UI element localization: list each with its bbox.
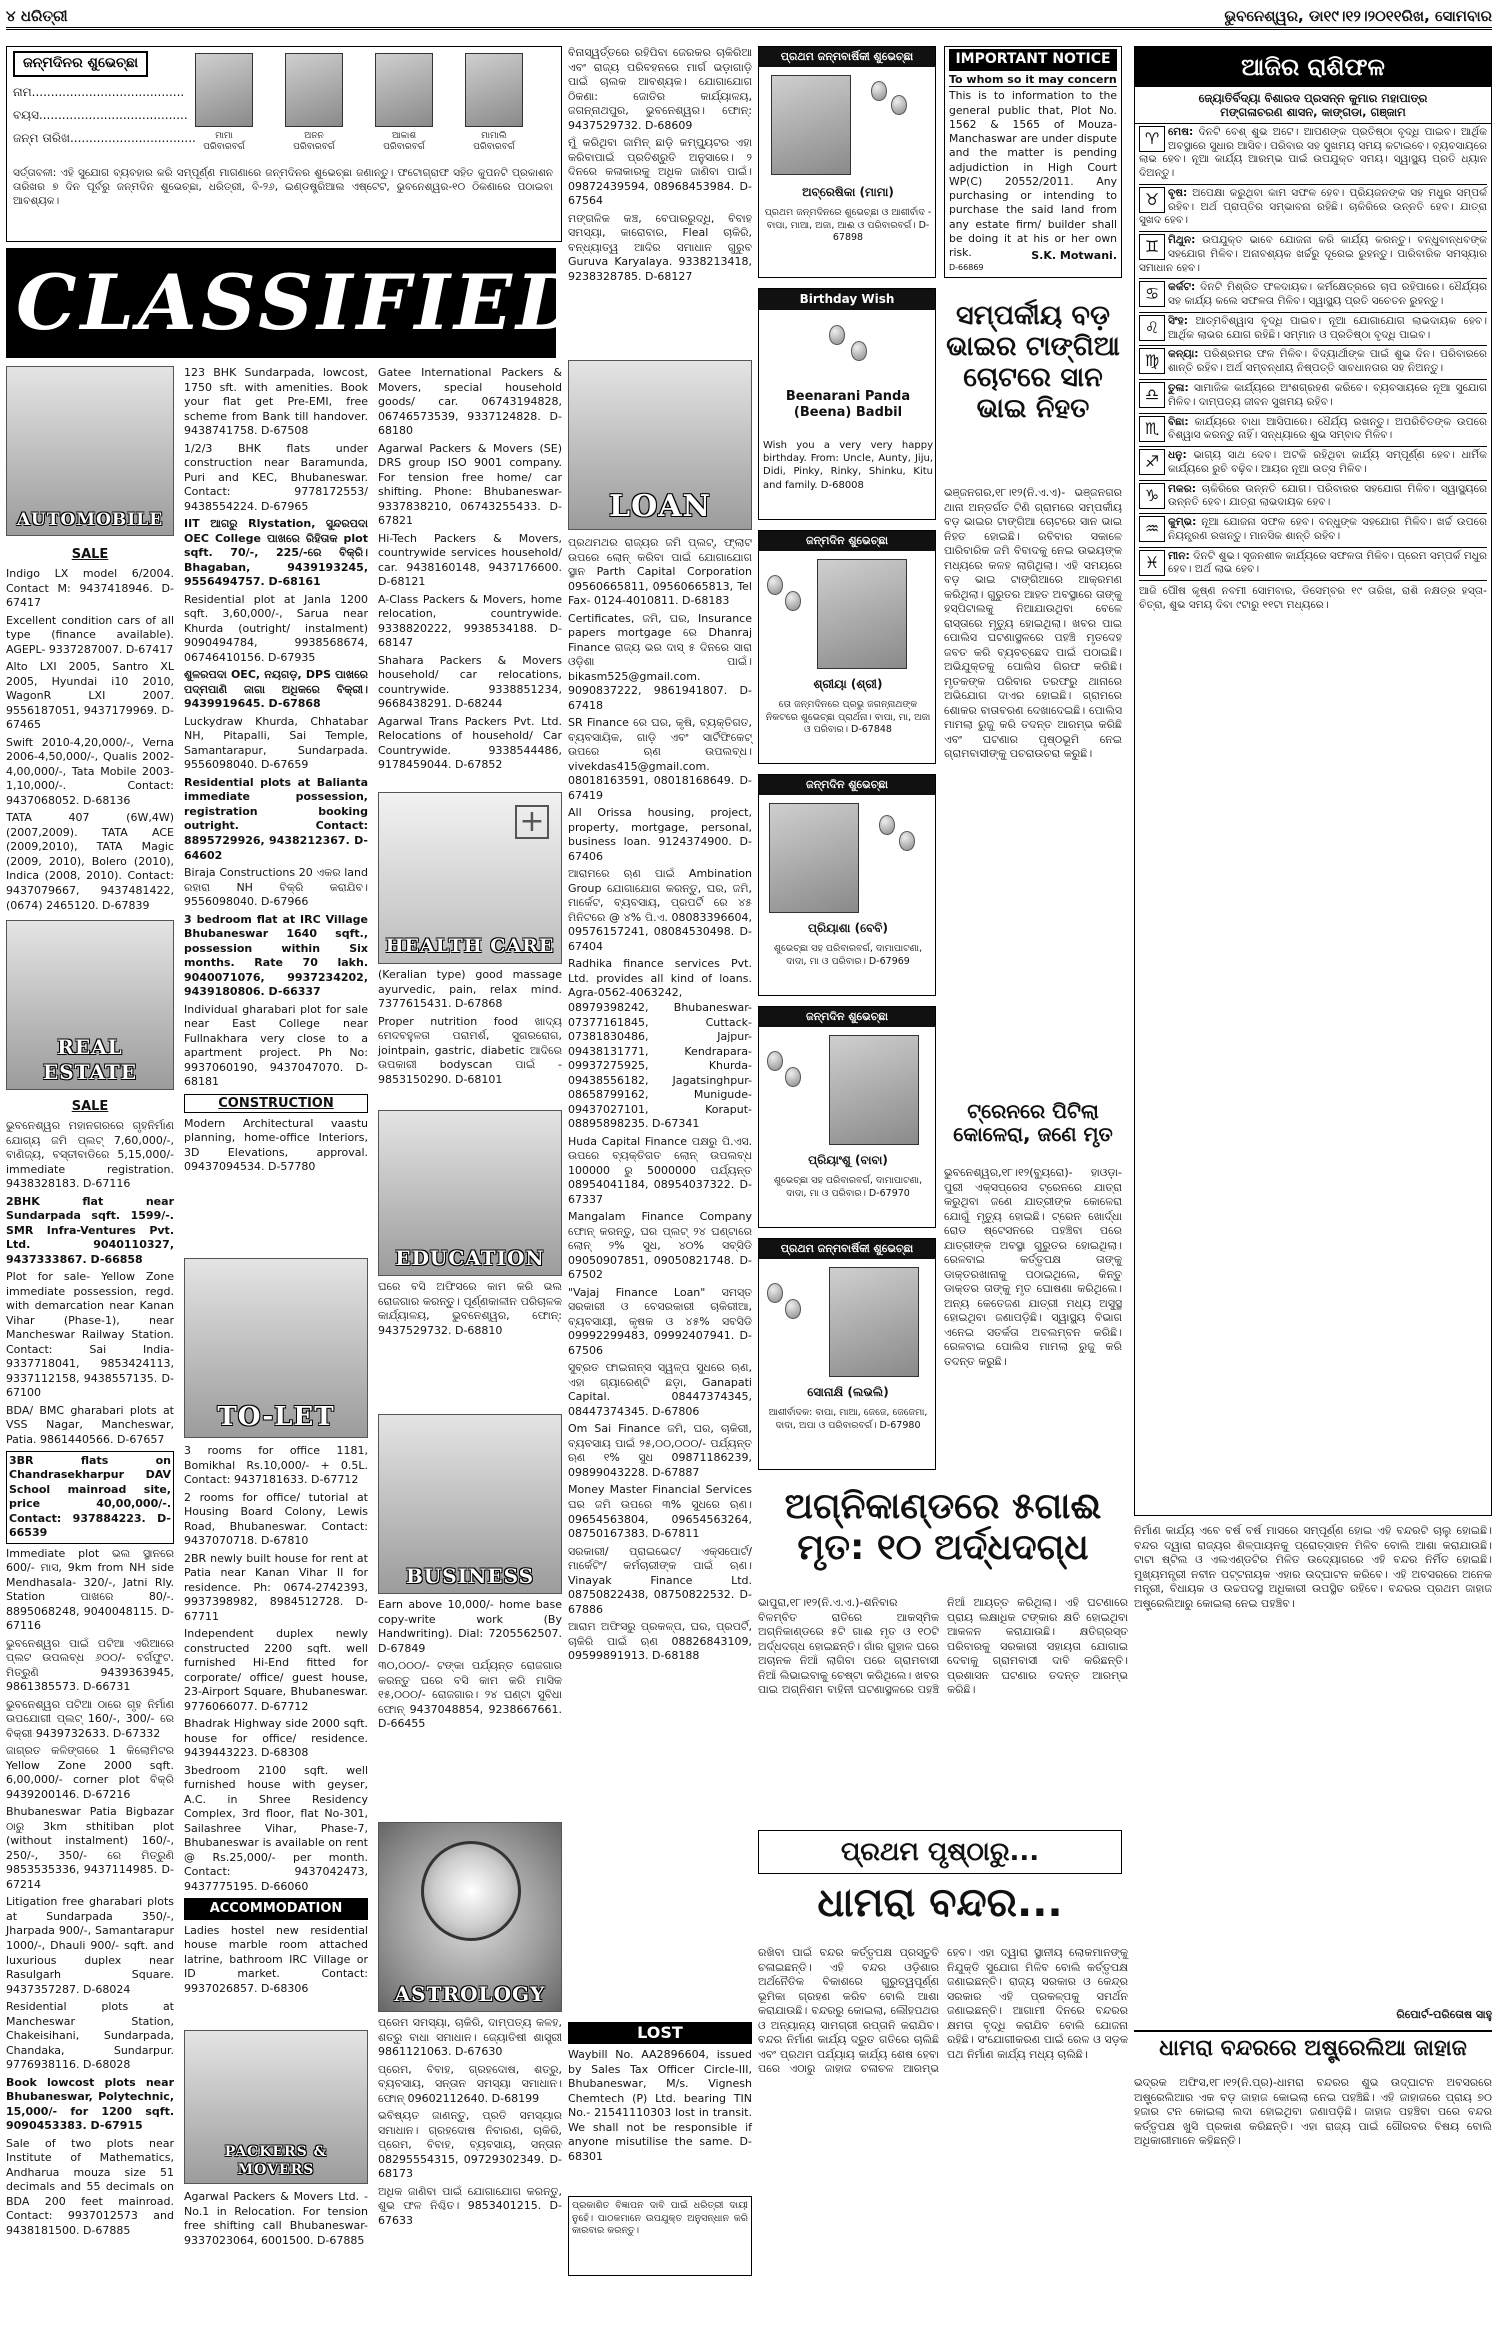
photo-caption: ମାମା ପରିବାରବର୍ଗ [203, 131, 245, 153]
rashi-text: ସାମାଜିକ କାର୍ଯ୍ୟରେ ଅଂଶଗ୍ରହଣ କରିବେ। ବ୍ୟବସାୟରେ ନୂଆ ସୁଯୋଗ ମିଳିବ। ଦାମ୍ପତ୍ୟ ଜୀବନ ସୁଖମୟ ରହିବ। [1168, 382, 1487, 408]
education-ad: ଘରେ ବସି ଅଫିସରେ କାମ କରି ଭଲ ରୋଜଗାର କରନ୍ତୁ। ପୂର୍ଣ୍ଣକାଳୀନ ପରିଚାଳକ କାର୍ଯ୍ୟାଳୟ, ଭୁବନେଶ୍ୱର, ଫୋନ୍: 9437529732. D-68810 [378, 1280, 562, 1337]
ad: 2BR newly built house for rent at Patia near Kanan Vihar II for residence. Ph: 0674-2742393, 9937398982, 8984512728. D-67711 [184, 1551, 368, 1623]
education-image [378, 1110, 562, 1276]
ad: ଭବିଷ୍ୟତ ଜାଣନ୍ତୁ, ପ୍ରତି ସମସ୍ୟାର ସମାଧାନ। ଗ୍ରହଦୋଷ ନିବାରଣ, ଚାକିରି, ପ୍ରେମ, ବିବାହ, ବ୍ୟବସାୟ, ସନ୍ତାନ 08295554315, 09729302349. D-68173 [378, 2109, 562, 2181]
aquarius-icon: ♒ [1139, 516, 1165, 542]
pisces-icon: ♓ [1139, 550, 1165, 576]
category-label: BUSINESS [405, 1564, 535, 1588]
category-label: PACKERS & MOVERS [224, 2144, 328, 2178]
coupon-title: ଜନ୍ମଦିନର ଶୁଭେଚ୍ଛା [13, 51, 148, 77]
wish-name: Beenarani Panda (Beena) Badbil [785, 389, 911, 421]
ad: Independent duplex newly constructed 2200 sqft. well furnished Hi-End fitted for corporate/ office/ guest house, 23-Airport Square, Bhubaneswar. 9776066077. D-67712 [184, 1627, 368, 1713]
lost-heading: LOST [568, 2022, 752, 2044]
wish-card [758, 1006, 936, 1228]
ad: Certificates, ଜମି, ଘର, Insurance papers mortgage ରେ Dhanraj Finance ରାଜ୍ୟ ଭର ଦାସ୍ ୫ ଦିନରେ ସାରା ଓଡ଼ିଶା ପାଇଁ। bikasm525@gmail.com. 9090837222, 9861941807. D-67418 [568, 611, 752, 712]
rashi-name: ତୁଳା: [1168, 382, 1189, 394]
wish-message: ଶୁଭେଚ୍ଛା ସହ ପରିବାରବର୍ଗ, ଦାମାପାଟଣା, ଦାଦା, ମା ଓ ପରିବାର। D-67970 [773, 1175, 923, 1199]
rashi-text: ଅପେକ୍ଷା କରୁଥିବା କାମ ସଫଳ ହେବ। ପ୍ରିୟଜନଙ୍କ ସହ ମଧୁର ସମ୍ପର୍କ ରହିବ। ଅର୍ଥ ପ୍ରାପ୍ତିର ସମ୍ଭାବନା ରହିଛି। ଚାକିରିରେ ଉନ୍ନତି ହେବ। ଯାତ୍ରା ସୁଖଦ ହେବ। [1139, 186, 1487, 227]
section-heading: ACCOMMODATION [184, 1898, 368, 1919]
category-label: REAL ESTATE [42, 1035, 138, 1084]
category-label: HEALTH CARE [385, 935, 555, 958]
rashi-text: ପରିଶ୍ରମର ଫଳ ମିଳିବ। ବିଦ୍ୟାର୍ଥୀଙ୍କ ପାଇଁ ଶୁଭ ଦିନ। ପରିବାରରେ ଶାନ୍ତି ରହିବ। ଅର୍ଥ ସମ୍ବନ୍ଧୀୟ ନିଷ୍ପତ୍ତି ସାବଧାନତାର ସହ ନିଅନ୍ତୁ। [1168, 348, 1487, 375]
wish-name: ପ୍ରିୟାଂଶୁ (ବାବା) [808, 1153, 888, 1167]
coupon-field-name[interactable]: ନାମ........................................ [13, 84, 185, 99]
wish-title: ଜନ୍ମଦିନ ଶୁଭେଚ୍ଛା [759, 531, 935, 551]
ad: Sale of two plots near Institute of Mathematics, Andharua mouza size 51 decimals and 55 decimals on BDA 200 feet mainroad. Contact: 9937012573 and 9438181500. D-67885 [6, 2136, 174, 2237]
ad: "Vajaj Finance Loan" ସମସ୍ତ ସରକାରୀ ଓ ବେସରକାରୀ ଚାକିରୀଆ, ବ୍ୟବସାୟୀ, କୃଷକ ଓ ୪୫% ସବସିଡି 09992299483, 09992407941. D-67506 [568, 1285, 752, 1357]
rashi-name: ମୀନ: [1168, 549, 1190, 562]
ad: Bhubaneswar Patia Bigbazar ଠାରୁ 3km sthitiban plot (without instalment) 160/-, 250/-, 350/- ରେ ମିତ୍ରୁଣି 9853535336, 9437114985. D-67214 [6, 1805, 174, 1891]
rashifal-byline-2: ମଙ୍ଗଳାଚରଣ ଶାସନ, କାଙ୍ଗଡା, ଗଞ୍ଜାମ [1135, 105, 1491, 123]
notice-code: D-66869 [949, 263, 984, 272]
ad: 3 rooms for office 1181, Bomikhal Rs.10,000/- + 0.5L. Contact: 9437181633. D-67712 [184, 1444, 368, 1487]
balloon-icon [767, 1051, 783, 1071]
wish-card [758, 46, 936, 278]
birthday-coupon [6, 46, 562, 242]
rashi-name: ବୃଷ: [1168, 186, 1188, 199]
ad: Individual gharabari plot for sale near East College near Fullnakhara very close to a apartment project. Ph No: 9937060190, 9437047070. D-68181 [184, 1002, 368, 1089]
wish-title: ଜନ୍ମଦିନ ଶୁଭେଚ୍ଛା [759, 1007, 935, 1027]
rashi-text: ଉପଯୁକ୍ତ ଭାବେ ଯୋଜନା କରି କାର୍ଯ୍ୟ କରନ୍ତୁ। ବନ୍ଧୁବାନ୍ଧବଙ୍କ ସହଯୋଗ ମିଳିବ। ଅନାବଶ୍ୟକ ଖର୍ଚ୍ଚରୁ ଦୂରେଇ ରୁହନ୍ତୁ। ପାରିବାରିକ ସମସ୍ୟାର ସମାଧାନ ହେବ। [1139, 234, 1487, 274]
coupon-field-age[interactable]: ବୟସ....................................... [13, 107, 188, 122]
balloon-icon [785, 1299, 801, 1319]
photo-caption: ଆକାଶ ପରିବାରବର୍ଗ [383, 131, 425, 153]
balloon-icon [767, 575, 783, 595]
rashifal-footer: ଆଜି ପୌଷ କୃଷ୍ଣ ନବମୀ ସୋମବାର, ଡିସେମ୍ବର ୧୯ ତାରିଖ, ରାଶି ନକ୍ଷତ୍ର ହସ୍ତା-ଚିତ୍ରା, ଶୁଭ ସମୟ ଦିବା ୯ଟାରୁ ୧୧ଟା ମଧ୍ୟରେ। [1139, 585, 1487, 611]
child-photo [829, 1267, 919, 1377]
story-3-body: ଭାପୁରା,୧୮।୧୨(ନି.ଏ.ଏ.)-ଶନିବାର ବିଳମ୍ବିତ ରାତିରେ ଆକସ୍ମିକ ଅଗ୍ନିକାଣ୍ଡରେ ୫ଟି ଗାଈ ମୃତ ଓ ୧୦ଟି ଅର୍ଦ୍ଧଦଗ୍ଧ ହୋଇଛନ୍ତି। ଗାଁର ଗୁହାଳ ଘରେ ଅଚାନକ ନିଆଁ ଲାଗିବା ପରେ ଗ୍ରାମବାସୀ ନିଆଁ ଲିଭାଇବାକୁ ଚେଷ୍ଟା କରିଥିଲେ। ଖବର ପାଇ ଅଗ୍ନିଶମ ବାହିନୀ ଘଟଣାସ୍ଥଳରେ ପହଞ୍ଚି ନିଆଁ ଆୟତ୍ତ କରିଥିଲା। ଏହି ଘଟଣାରେ ପ୍ରାୟ ଲକ୍ଷାଧିକ ଟଙ୍କାର କ୍ଷତି ହୋଇଥିବା ଆକଳନ କରାଯାଉଛି। କ୍ଷତିଗ୍ରସ୍ତ ପରିବାରକୁ ସରକାରୀ ସହାୟତା ଯୋଗାଇ ଦେବାକୁ ଗ୍ରାମବାସୀ ଦାବି କରିଛନ୍ତି। ପ୍ରଶାସନ ଘଟଣାର ତଦନ୍ତ ଆରମ୍ଭ କରିଛି। [758, 1596, 1128, 1697]
rashi-name: କନ୍ୟା: [1168, 348, 1199, 361]
wish-message: Wish you a very very happy birthday. From: Uncle, Aunty, Jiju, Didi, Pinky, Rinky, Shinku, Kitu and family. D-68008 [763, 440, 933, 491]
rashi-entry [1139, 447, 1487, 481]
child-photo [817, 559, 907, 669]
rashifal-list [1135, 124, 1491, 581]
ad: ପ୍ରେମ ସମସ୍ୟା, ଚାକିରି, ଦାମ୍ପତ୍ୟ କଳହ, ଶତ୍ରୁ ବାଧା ସମାଧାନ। ଜ୍ୟୋତିଷୀ ଶାସ୍ତ୍ରୀ 9861121063. D-67630 [378, 2016, 562, 2059]
ad: ପ୍ରଥମଥର ରାଜ୍ୟର ଜମି ପ୍ଲଟ୍, ଫ୍ଲାଟ ଉପରେ ଲୋନ୍ କରିବା ପାଇଁ ଯୋଗାଯୋଗ ସ୍ଥାନ Parth Capital Corporation 09560665811, 09560665813, Tel Fax- 0124-4010811. D-68183 [568, 536, 752, 608]
column-4-top-ads [568, 46, 752, 356]
wish-title: ଜନ୍ମଦିନ ଶୁଭେଚ୍ଛା [759, 775, 935, 795]
ad: Radhika finance services Pvt. Ltd. provides all kind of loans. Agra-0562-4063242, 08979398242, Bhubaneswar-07377161845, Cuttack-07381830486, Jajpur-09438131771, Kendrapara-09937275925, Khurda-09438556182, Jagatsinghpur-08658799162, Munigude-09437027101, Koraput-08895898235. D-67341 [568, 957, 752, 1131]
ad: Excellent condition cars of all type (finance available). AGEPL- 9337287007. D-67417 [6, 613, 174, 656]
ad: Book lowcost plots near Bhubaneswar, Polytechnic, 15,000/- for 1200 sqft. 9090453383. D-67915 [6, 2075, 174, 2133]
ad: ମୁଁ କରିଥିବା ଜାମିନ୍ ଛାଡ଼ି କମ୍ପ୍ୟୁଟର ଏହା କରିବାପାଇଁ ପ୍ରତିଶ୍ରୁତି ଅନୁସାରେ। ୨ ଦିନରେ କଳାକାରକୁ ଅଧିକ ଜାଣିବା ପାଇଁ। 09872439594, 08968453984. D-67564 [568, 136, 752, 208]
wish-name: ଅବ୍ରେଷିକା (ମାମା) [802, 185, 894, 199]
balloon-icon [767, 1283, 783, 1303]
rashi-text: କାର୍ଯ୍ୟରେ ବାଧା ଆସିପାରେ। ଧୈର୍ଯ୍ୟ ରଖନ୍ତୁ। ଅପରିଚିତଙ୍କ ଉପରେ ବିଶ୍ୱାସ କରନ୍ତୁ ନାହିଁ। ସନ୍ଧ୍ୟାରେ ଶୁଭ ସମ୍ବାଦ ମିଳିବ। [1168, 415, 1488, 442]
wish-title: ପ୍ରଥମ ଜନ୍ମବାର୍ଷିକୀ ଶୁଭେଚ୍ଛା [759, 1239, 935, 1259]
notice-title: IMPORTANT NOTICE [949, 49, 1117, 71]
rashi-text: ନୂଆ ଯୋଜନା ସଫଳ ହେବ। ବନ୍ଧୁଙ୍କ ସହଯୋଗ ମିଳିବ। ଖର୍ଚ୍ଚ ଉପରେ ନିୟନ୍ତ୍ରଣ ରଖନ୍ତୁ। ମାନସିକ ଶାନ୍ତି ରହିବ। [1168, 516, 1487, 542]
business-ads [378, 1598, 562, 1818]
ad: (Keralian type) good massage ayurvedic, pain, relax mind. 7377615431. D-67868 [378, 968, 562, 1011]
scorpio-icon: ♏ [1139, 416, 1165, 442]
ad: Gatee International Packers & Movers, special household goods/ car. 06743194828, 06746573539, 9337124828. D-68180 [378, 366, 562, 438]
rashi-entry [1139, 514, 1487, 548]
wishes-column [758, 46, 936, 1476]
aries-icon: ♈ [1139, 126, 1165, 152]
ad: Biraja Constructions 20 ଏକର land ରହାରା NH ବିକ୍ରି କରାଯିବ। 9556098040. D-67966 [184, 866, 368, 909]
continued-headline: ଧାମରା ବନ୍ଦର... [817, 1880, 1063, 1926]
ad: ଭୁବନେଶ୍ୱର ମହାନଗରରେ ଗୃହନିର୍ମାଣ ଯୋଗ୍ୟ ଜମି ପ୍ଲଟ୍ 7,60,000/-, ବାଣିଜ୍ୟ, ବସ୍ତୀବାଡିରେ 5,15,000/- immediate registration. 9438328183. D-67116 [6, 1119, 174, 1191]
rashi-entry [1139, 279, 1487, 313]
rashi-text: ଦିନଟି ମିଶ୍ରିତ ଫଳଦାୟକ। କର୍ମକ୍ଷେତ୍ରରେ ଚାପ ରହିପାରେ। ଧୈର୍ଯ୍ୟର ସହ କାର୍ଯ୍ୟ କଲେ ସଫଳତା ମିଳିବ। ସ୍ୱାସ୍ଥ୍ୟ ପ୍ରତି ସଚେତନ ରୁହନ୍ତୁ। [1168, 281, 1487, 308]
ad: All Orissa housing, project, property, mortgage, personal, business loan. 9124374900. D-67406 [568, 806, 752, 863]
ad: Indigo LX model 6/2004. Contact M: 9437418946. D-67417 [6, 567, 174, 610]
ad: Immediate plot ଭଲ ସ୍ଥାନରେ 600/- ମାସ, 9km from NH side Mendhasala- 320/-, Jatni Rly. Station ପାଖରେ 80/-. 8895068248, 9040048115. D-67116 [6, 1546, 174, 1633]
ad: ଭୁବନେଶ୍ୱର ପାଇଁ ପଟିଆ ଏରିଆରେ ପ୍ଲଟ ଉପଲବ୍ଧ ୬୦୦/- ବର୍ଗଫୁଟ. ମିତ୍ରୁଣି 9439363945, 9861385573. D-66731 [6, 1636, 174, 1694]
wish-title: ପ୍ରଥମ ଜନ୍ମବାର୍ଷିକୀ ଶୁଭେଚ୍ଛା [759, 47, 935, 67]
ad: 1/2/3 BHK flats under construction near Baramunda, Puri and KEC, Bhubaneswar. Contact: 9778172553/ 9438554224. D-67965 [184, 441, 368, 513]
virgo-icon: ♍ [1139, 348, 1165, 374]
dateline: ଭୁବନେଶ୍ୱର, ଡା୧୯।୧୨।୨୦୧୧ରିଖ, ସୋମବାର [1224, 7, 1492, 25]
ad: 2BHK flat near Sundarpada sqft. 1599/-. SMR Infra-Ventures Pvt. Ltd. 9040110327, 9437333867. D-66858 [6, 1194, 174, 1266]
ad: Proper nutrition food ଖାଦ୍ୟ ମେଦବହୁଳତା ପରାମର୍ଶ, ସୁଗରରୋଗ, jointpain, gastric, diabetic ଆଦିରେ ଉପକାରୀ bodyscan ପାଇଁ - 9853150290. D-68101 [378, 1014, 562, 1086]
story-3-headline: ଅଗ୍ନିକାଣ୍ଡରେ ୫ଗାଈ ମୃତ: ୧୦ ଅର୍ଦ୍ଧଦଗ୍ଧ [784, 1486, 1102, 1569]
health-ads [378, 968, 562, 1108]
ad: ସରକାରୀ/ ପ୍ରାଇଭେଟ/ ଏକ୍ସପୋର୍ଟ/ ମାର୍କେଟିଂ/ କର୍ମଚାରୀଙ୍କ ପାଇଁ ଋଣ। Vinayak Finance Ltd. 08750822438, 08750822532. D-67886 [568, 1544, 752, 1616]
wish-name: ପ୍ରିୟାଶା (ବେବି) [808, 921, 888, 935]
rashi-name: ସିଂହ: [1168, 314, 1189, 327]
continued-body: ରଖିବା ପାଇଁ ବନ୍ଦର କର୍ତ୍ତୃପକ୍ଷ ପ୍ରସ୍ତୁତି ଚଳାଇଛନ୍ତି। ଏହି ବନ୍ଦର ଓଡ଼ିଶାର ଅର୍ଥନୈତିକ ବିକାଶରେ ଗୁରୁତ୍ୱପୂର୍ଣ୍ଣ ଭୂମିକା ଗ୍ରହଣ କରିବ ବୋଲି ଆଶା କରାଯାଉଛି। ବନ୍ଦରରୁ କୋଇଲା, ଲୌହପଥର ଓ ଅନ୍ୟାନ୍ୟ ସାମଗ୍ରୀ ରପ୍ତାନି କରାଯିବ। ବନ୍ଦର ନିର୍ମାଣ କାର୍ଯ୍ୟ ଦ୍ରୁତ ଗତିରେ ଚାଲିଛି ଏବଂ ପ୍ରଥମ ପର୍ଯ୍ୟାୟ କାର୍ଯ୍ୟ ଶେଷ ହେବା ପରେ ଏଠାରୁ ଜାହାଜ ଚଳାଚଳ ଆରମ୍ଭ ହେବ। ଏହା ଦ୍ୱାରା ସ୍ଥାନୀୟ ଲୋକମାନଙ୍କୁ ନିଯୁକ୍ତି ସୁଯୋଗ ମିଳିବ ବୋଲି କର୍ତ୍ତୃପକ୍ଷ ଜଣାଇଛନ୍ତି। ରାଜ୍ୟ ସରକାର ଓ କେନ୍ଦ୍ର ସରକାର ଏହି ପ୍ରକଳ୍ପକୁ ସମର୍ଥନ ଜଣାଇଛନ୍ତି। ଆଗାମୀ ଦିନରେ ବନ୍ଦରର କ୍ଷମତା ବୃଦ୍ଧି କରାଯିବ ବୋଲି ଯୋଜନା ରହିଛି। ସଂଯୋଗୀକରଣ ପାଇଁ ରେଳ ଓ ସଡ଼କ ପଥ ନିର୍ମାଣ କାର୍ଯ୍ୟ ମଧ୍ୟ ଚାଲିଛି। [758, 1946, 1128, 2076]
rashi-entry [1139, 313, 1487, 347]
ad: Residential plots at Mancheswar Station, Chakeisihani, Sundarpada, Chandaka, Sundarpur. 9776938116. D-68028 [6, 2000, 174, 2072]
libra-icon: ♎ [1139, 382, 1165, 408]
coupon-field-dob[interactable]: ଜନ୍ମ ତାରିଖ................................. [13, 130, 196, 145]
ad: ବିନାସ୍ୱର୍ତ୍ତରେ ରହିପିବା ଜେରକର ଚାକିରିଆ ଏବଂ ରାଜ୍ୟ ପରିବହନରେ ମାର୍ଗ ଭଡ଼ାଗାଡ଼ି ପାଇଁ ଚାଲକ ଆବଶ୍ୟକ। ଯୋଗାଯୋଗ ଠିକଣା: ଜୋତିର କାର୍ଯ୍ୟାଳୟ, ଜଗନ୍ନାଥପୁର, ଭୁବନେଶ୍ୱର। ଫୋନ୍: 9437529732. D-68609 [568, 46, 752, 132]
page-header [6, 4, 1492, 30]
rashi-text: ଦିନଟି ଶୁଭ। ସୃଜନଶୀଳ କାର୍ଯ୍ୟରେ ସଫଳତା ମିଳିବ। ପ୍ରେମ ସମ୍ପର୍କ ମଧୁର ହେବ। ଅର୍ଥ ଲାଭ ହେବ। [1168, 549, 1487, 576]
loan-ads [568, 536, 752, 2014]
rashi-entry [1139, 185, 1487, 232]
rashifal-box [1134, 46, 1492, 1516]
rashifal-byline: ଜ୍ୟୋତିର୍ବିଦ୍ୟା ବିଶାରଦ ପ୍ରସନ୍ନ କୁମାର ମହାପାତ୍ର [1198, 91, 1428, 105]
column-3-ads [378, 366, 562, 786]
ad: 2 rooms for office/ tutorial at Housing Board Colony, Lewis Road, Bhubaneswar. Contact: 9437070718. D-67810 [184, 1490, 368, 1548]
child-photo [195, 53, 253, 127]
balloon-icon [851, 341, 867, 361]
coupon-terms: ସର୍ତ୍ତାବଳୀ: ଏହି ସୁଯୋଗ ବ୍ୟବହାର କରି ସମ୍ପୂର୍ଣ୍ଣ ମାଗଣାରେ ଜନ୍ମଦିନର ଶୁଭେଚ୍ଛା ଜଣାନ୍ତୁ। ଫଟୋଗ୍ରାଫ ସହିତ କୁପନଟି ପ୍ରକାଶନ ତାରିଖର ୭ ଦିନ ପୂର୍ବରୁ ଜନ୍ମଦିନ ଶୁଭେଚ୍ଛା, ଧରିତ୍ରୀ, ବି-୨୬, ଇଣ୍ଡଷ୍ଟ୍ରିଆଲ ଏଷ୍ଟେଟ, ଭୁବନେଶ୍ୱର-୧୦ ଠିକଣାରେ ପଠାଇବା ଆବଶ୍ୟକ। [13, 167, 553, 207]
wish-name: ସୋନାକ୍ଷି (ଲଭଲି) [807, 1385, 889, 1399]
ad: Bhadrak Highway side 2000 sqft. house for office/ residence. 9439443223. D-68308 [184, 1717, 368, 1760]
sagittarius-icon: ♐ [1139, 449, 1165, 475]
automobile-image [6, 366, 174, 536]
taurus-icon: ♉ [1139, 187, 1165, 213]
notice-signature: S.K. Motwani. [1031, 249, 1117, 263]
important-notice [944, 46, 1122, 278]
right-story-byline: ରିପୋର୍ଟ-ପରିତୋଷ ସାହୁ [1396, 2008, 1492, 2021]
loan-image [568, 360, 752, 530]
ad: 123 BHK Sundarpada, lowcost, 1750 sft. with amenities. Book your flat get Pre-EMI, free scheme from Bank till handover. 9438741758. D-67508 [184, 366, 368, 438]
column-2-tolet-ads [184, 1444, 368, 1995]
right-story-headline: ଧାମରା ବନ୍ଦରରେ ଅଷ୍ଟ୍ରେଲିଆ ଜାହାଜ [1134, 2030, 1492, 2070]
ad: ମଙ୍ଗଳିକ କଞ୍ଚ, ବେପାରରୁଦ୍ଧି, ବିବାହ ସମସ୍ୟା, କାରୋବାର, Fleal ଚାକିରି, ବନ୍ଧ୍ୟାତ୍ୱ ଆଦିର ସମାଧାନ ଗୁରୁବ Guruva Karyalaya. 9338213418, 9238328785. D-68127 [568, 211, 752, 283]
photo-caption: ମାମାଲି ପରିବାରବର୍ଗ [473, 131, 515, 153]
business-image [378, 1414, 562, 1594]
disclaimer-note: ପ୍ରକାଶିତ ବିଜ୍ଞାପନ ଦାବି ପାଇଁ ଧରିତ୍ରୀ ଦାୟୀ ନୁହେଁ। ପାଠକମାନେ ଉପଯୁକ୍ତ ଅନୁସନ୍ଧାନ କରି କାରବାର କରନ୍ତୁ। [568, 2196, 752, 2276]
rashi-name: ମକର: [1168, 482, 1197, 495]
category-label: LOAN [609, 488, 711, 524]
leo-icon: ♌ [1139, 315, 1165, 341]
balloon-icon [871, 81, 887, 101]
rashi-text: ଚାକିରିରେ ଉନ୍ନତି ଯୋଗ। ପରିବାରର ସହଯୋଗ ମିଳିବ। ସ୍ୱାସ୍ଥ୍ୟରେ ଉନ୍ନତି ହେବ। ଯାତ୍ରା ଲାଭଦାୟକ ହେବ। [1168, 482, 1487, 509]
ad: ଭୁବନେଶ୍ୱର ପଟିଆ ଠାରେ ଗୃହ ନିର୍ମାଣ ଉପଯୋଗୀ ପ୍ଲଟ୍ 160/-, 300/- ରେ ବିକ୍ରୀ 9439732633. D-67332 [6, 1697, 174, 1740]
child-photo [771, 75, 851, 175]
rashi-text: ଆତ୍ମବିଶ୍ୱାସ ବୃଦ୍ଧି ପାଇବ। ନୂଆ ଯୋଗାଯୋଗ ଲାଭଦାୟକ ହେବ। ଆର୍ଥିକ ଲାଭର ଯୋଗ ରହିଛି। ସମ୍ମାନ ଓ ପ୍ରତିଷ୍ଠା ବୃଦ୍ଧି ପାଇବ। [1168, 314, 1487, 341]
real-estate-image [6, 920, 174, 1090]
story-1-headline: ସମ୍ପର୍କୀୟ ବଡ଼ ଭାଇର ଟାଙ୍ଗିଆ ଚୋଟରେ ସାନ ଭାଇ ନିହତ [946, 300, 1120, 425]
ad: ଶୁଳରପଦା OEC, ନୟଗଡ଼, DPS ପାଖରେ ପଦ୍ମପାଣି ଜାଗା ଅଧିକରେ ବିକ୍ରୀ। 9439919645. D-67868 [184, 668, 368, 711]
column-1-realestate-ads [6, 1094, 174, 2332]
ad: Mangalam Finance Company ଫୋନ୍ କରନ୍ତୁ, ଘର ପ୍ଲଟ୍ ୨୪ ଘଣ୍ଟାରେ ଲୋନ୍ ୨% ସୁଧ, ୪୦% ସବ୍‌ସିଡି 09050907851, 09050821748. D-67502 [568, 1210, 752, 1282]
rashi-entry [1139, 124, 1487, 185]
ad: Litigation free gharabari plots at Sundarpada 350/-, Jharpada 900/-, Samantarapur 1000/-, Dhauli 900/- sqft. and luxurious duplex near Rasulgarh Square. 9437357287. D-68024 [6, 1895, 174, 1996]
balloon-icon [879, 815, 895, 835]
ad: Alto LXI 2005, Santro XL 2005, Hyundai i10 2010, WagonR LXI 2007. 9556187051, 9437179969. D-67465 [6, 660, 174, 732]
ad: Agarwal Packers & Movers (SE) DRS group ISO 9001 company. For tension free home/ car shifting. Phone: Bhubaneswar- 9337838210, 06743255433. D-67821 [378, 441, 562, 528]
packers-image [184, 2030, 368, 2184]
ad: Shahara Packers & Movers household/ car relocations, countrywide. 9338851234, 9668438291. D-68244 [378, 653, 562, 711]
rashi-name: ବିଛା: [1168, 415, 1189, 428]
child-photo [829, 1035, 919, 1145]
ad: ପ୍ରେମ, ବିବାହ, ଗ୍ରହଦୋଷ, ଶତ୍ରୁ, ବ୍ୟବସାୟ, ସନ୍ତାନ ସମସ୍ୟା ସମାଧାନ। ଫୋନ୍ 09602112640. D-68199 [378, 2062, 562, 2105]
classified-banner [6, 248, 586, 358]
ad: Earn above 10,000/- home base copy-write work (By Handwriting). Dial: 7205562507. D-67849 [378, 1598, 562, 1655]
ad: ଜାଗ୍ରତ କଳିଙ୍ଗରେ 1 କିଲୋମିଟର Yellow Zone 2000 sqft. 6,00,000/- corner plot ବିକ୍ରି 9439200146. D-67216 [6, 1744, 174, 1801]
ad: BDA/ BMC gharabari plots at VSS Nagar, Mancheswar, Patia. 9861440566. D-67657 [6, 1403, 174, 1446]
photo-caption: ଅନନ ପରିବାରବର୍ଗ [293, 131, 335, 153]
wish-message: ଆଶୀର୍ବାଦକ: ବାପା, ମାଆ, ଜେଜେ, ଜେଜେମା, ଦାଦା, ଅପା ଓ ପରିବାରବର୍ଗ। D-67980 [768, 1407, 928, 1431]
wish-message: ତୋ ଜନ୍ମଦିନରେ ପ୍ରଭୁ ଜଗନ୍ନାଥଙ୍କ ନିକଟରେ ଶୁଭେଚ୍ଛା ପ୍ରାର୍ଥନା। ବାପା, ମା, ଅଜା ଓ ପରିବାର। D-67848 [765, 699, 931, 736]
wish-card [758, 530, 936, 764]
ad: IIT ଆଗରୁ Rlystation, ସୁନ୍ଦରପଦା OEC College ପାଖରେ ରିହିତାକ plot sqft. 70/-, 225/-ରେ ବିକ୍ରି। Bhagaban, 9439193245, 9556494757. D-68161 [184, 517, 368, 589]
story-1-body: ଭଞ୍ଜନଗର,୧୮।୧୨(ନି.ଏ.ଏ)- ଭଞ୍ଜନଗର ଥାନା ଅନ୍ତର୍ଗତ ଟିଣି ଗ୍ରାମରେ ସମ୍ପର୍କୀୟ ବଡ଼ ଭାଇର ଟାଙ୍ଗିଆ ଚୋଟରେ ସାନ ଭାଇ ନିହତ ହୋଇଛି। ରବିବାର ସକାଳେ ପାରିବାରିକ ଜମି ବିବାଦକୁ ନେଇ ଉଭୟଙ୍କ ମଧ୍ୟରେ କଳହ ଲାଗିଥିଲା। ଏହି ସମୟରେ ବଡ଼ ଭାଇ ଟାଙ୍ଗିଆରେ ଆକ୍ରମଣ କରିଥିଲା। ଗୁରୁତର ଆହତ ଅବସ୍ଥାରେ ତାଙ୍କୁ ହସ୍ପିଟାଲକୁ ନିଆଯାଉଥିବା ବେଳେ ରାସ୍ତାରେ ମୃତ୍ୟୁ ହୋଇଥିଲା। ଖବର ପାଇ ପୋଲିସ ଘଟଣାସ୍ଥଳରେ ପହଞ୍ଚି ମୃତଦେହ ଜବତ କରି ବ୍ୟବଚ୍ଛେଦ ପାଇଁ ପଠାଇଛି। ଅଭିଯୁକ୍ତକୁ ପୋଲିସ ଗିରଫ କରିଛି। ମୃତକଙ୍କ ପରିବାର ତରଫରୁ ଥାନାରେ ଅଭିଯୋଗ ଦାଏର ହୋଇଛି। ଗ୍ରାମରେ ଶୋକର ବାତାବରଣ ଦେଖାଦେଇଛି। ପୋଲିସ ମାମଲା ରୁଜୁ କରି ତଦନ୍ତ ଆରମ୍ଭ କରିଛି ଏବଂ ଘଟଣାର ପୃଷ୍ଠଭୂମି ନେଇ ଗ୍ରାମବାସୀଙ୍କୁ ପଚରାଉଚରା କରୁଛି। [944, 486, 1122, 761]
health-care-image [378, 792, 562, 964]
rashi-text: ଦିନଟି ବେଶ୍ ଶୁଭ ଅଟେ। ଆପଣଙ୍କ ପ୍ରତିଷ୍ଠା ବୃଦ୍ଧି ପାଇବ। ଆର୍ଥିକ ଅବସ୍ଥାରେ ସୁଧାର ଆସିବ। ପରିବାର ସହ ସୁଖମୟ ସମୟ କଟାଇବେ। ବ୍ୟବସାୟରେ ଲାଭ ହେବ। ନୂଆ କାର୍ଯ୍ୟ ଆରମ୍ଭ ପାଇଁ ଉପଯୁକ୍ତ ସମୟ। ସ୍ୱାସ୍ଥ୍ୟ ପ୍ରତି ଧ୍ୟାନ ଦିଅନ୍ତୁ। [1139, 125, 1487, 180]
continued-bar: ପ୍ରଥମ ପୃଷ୍ଠାରୁ... [758, 1830, 1122, 1874]
rashi-entry [1139, 414, 1487, 448]
balloon-icon [829, 325, 845, 345]
category-label: TO-LET [217, 1401, 335, 1432]
ad: ଆରାମରେ ଋଣ ପାଇଁ Ambination Group ଯୋଗାଯୋଗ କରନ୍ତୁ, ଘର, ଜମି, ମାର୍କେଟ, ବ୍ୟବସାୟ, ପ୍ରପର୍ଟି ରେ ୪୫ ମିନିଟରେ @ ୪% ପି.ଏ. 08083396604, 09576157241, 08084530498. D-67404 [568, 867, 752, 953]
ad: SR Finance ରେ ଘର, କୃଷି, ବ୍ୟକ୍ତିଗତ, ବ୍ୟବସାୟିକ, ଗାଡ଼ି ଏବଂ ସାର୍ଟିଫିକେଟ୍ ଉପରେ ଋଣ ଉପଲବ୍ଧ। vivekdas415@gmail.com. 08018163591, 08018168649. D-67419 [568, 716, 752, 802]
ad: TATA 407 (6W,4W) (2007,2009). TATA ACE (2009,2010), TATA Magic (2009, 2010), Bolero (2010), Indica (2008, 2010). Contact: 9437079667, 9437481422, (0674) 2465120. D-67839 [6, 811, 174, 912]
ad: 3 bedroom flat at IRC Village Bhubaneswar 1640 sqft., possession within Six months. Rate 70 lakh. 9040071076, 9937234202, 9439180806. D-66337 [184, 912, 368, 999]
notice-body: This is to information to the general public that, Plot No. 1562 & 1565 of Mouza- Manchaswar are under dispute and the matter is pending adjudiction in High Court WP(C) 20552/2011. Any purchasing or intending to purchase the said land from any estate firm/ builder shall be doing it at his or her own risk. [949, 89, 1117, 259]
ad: Luckydraw Khurda, Chhatabar NH, Pitapalli, Sai Temple, Samantarapur, Sundarpada. 9556098040. D-67659 [184, 714, 368, 772]
wish-card [758, 774, 936, 996]
wish-card [758, 1238, 936, 1470]
rashi-entry [1139, 380, 1487, 414]
wish-message: ପ୍ରଥମ ଜନ୍ମଦିନରେ ଶୁଭେଚ୍ଛା ଓ ଆଶୀର୍ବାଦ - ବାପା, ମାଆ, ଅଜା, ଆଈ ଓ ପରିବାରବର୍ଗ। D-67898 [764, 207, 932, 244]
story-2-headline: ଟ୍ରେନରେ ପିଟିଲା କୋଳେରା, ଜଣେ ମୃତ [953, 1099, 1113, 1146]
section-heading: CONSTRUCTION [184, 1094, 368, 1113]
section-heading: SALE [71, 547, 109, 562]
notice-subtitle: To whom so it may concern [949, 72, 1117, 86]
ad: ଆରାମ ଅଫିସରୁ ପ୍ରକଳ୍ପ, ଘର, ପ୍ରପର୍ଟି, ଚାକିରି ପାଇଁ ଋଣ 08826843109, 09599891913. D-68188 [568, 1620, 752, 1663]
zodiac-wheel-icon [421, 1841, 521, 1941]
ad: Ladies hostel new residential house marble room attached latrine, bathroom IRC Village or ID market. Contact: 9937026857. D-68306 [184, 1923, 368, 1995]
wish-card [758, 288, 936, 520]
rashi-entry [1139, 346, 1487, 380]
balloon-icon [891, 95, 907, 115]
child-photo [465, 53, 523, 127]
ad: A-Class Packers & Movers, home relocation, countrywide. 9338820222, 9938534188. D-68147 [378, 592, 562, 650]
right-story-body-2: ଭଦ୍ରକ ଅଫିସ,୧୮।୧୨(ନି.ପ୍ର)-ଧାମରା ବନ୍ଦରର ଶୁଭ ଉଦ୍‌ଘାଟନ ଅବସରରେ ଅଷ୍ଟ୍ରେଲିଆର ଏକ ବଡ଼ ଜାହାଜ କୋଇଲା ନେଇ ପହଞ୍ଚିଛି। ଏହି ଜାହାଜରେ ପ୍ରାୟ ୭୦ ହଜାର ଟନ କୋଇଲା ଲଦା ହୋଇଥିବା ଜଣାପଡ଼ିଛି। ଜାହାଜ ପହଞ୍ଚିବା ପରେ ବନ୍ଦର କର୍ତ୍ତୃପକ୍ଷ ଖୁସି ପ୍ରକାଶ କରିଛନ୍ତି। ଏହା ରାଜ୍ୟ ପାଇଁ ଗୌରବର ବିଷୟ ବୋଲି ଅଧିକାରୀମାନେ କହିଛନ୍ତି। [1134, 2076, 1492, 2148]
rashifal-title: ଆଜିର ରାଶିଫଳ [1135, 47, 1491, 87]
balloon-icon [899, 831, 915, 851]
child-photo [769, 803, 859, 913]
ad: Plot for sale- Yellow Zone immediate possession, regd. with demarcation near Kanan Vihar (Phase-1), near Mancheswar Railway Station. Contact: Sai India- 9337718041, 9853424113, 9337112158, 9438557135. D-67100 [6, 1270, 174, 1400]
lost-ad: Waybill No. AA2896604, issued by Sales Tax Officer Circle-III, Bhubaneswar, M/s. Vignesh Chemtech (P) Ltd. bearing TIN No.- 21541110303 lost in transit. We shall not be responsible if anyone misutilise the same. D-68301 [568, 2048, 752, 2163]
category-label: EDUCATION [395, 1246, 545, 1270]
gemini-icon: ♊ [1139, 234, 1165, 260]
column-2-ads [184, 366, 368, 1174]
section-heading: SALE [71, 1099, 109, 1114]
ad: Huda Capital Finance ପକ୍ଷରୁ ପି.ଏସ. ଉପରେ ବ୍ୟକ୍ତିଗତ ଲୋନ୍ ଉପଲବ୍ଧ 100000 ରୁ 5000000 ପର୍ଯ୍ୟନ୍ତ 08954041184, 08954037322. D-67337 [568, 1134, 752, 1206]
ad: 3BR flats on Chandrasekharpur DAV School mainroad site, price 40,00,000/-. Contact: 937884223. D-66539 [6, 1451, 174, 1544]
right-story-body: ନିର୍ମାଣ କାର୍ଯ୍ୟ ଏବେ ବର୍ଷ ବର୍ଷ ମାସରେ ସମ୍ପୂର୍ଣ୍ଣ ହୋଇ ଏହି ବନ୍ଦରଟି ଚାଲୁ ହୋଇଛି। ବନ୍ଦର ଦ୍ୱାରା ରାଜ୍ୟର ଶିଳ୍ପାୟନକୁ ପ୍ରୋତ୍ସାହନ ମିଳିବ ବୋଲି ଆଶା କରାଯାଉଛି। ଟାଟା ଷ୍ଟିଲ ଓ ଏଲଏଣ୍ଡଟିର ମିଳିତ ଉଦ୍ୟୋଗରେ ଏହି ବନ୍ଦର ନିର୍ମିତ ହୋଇଛି। ମୁଖ୍ୟମନ୍ତ୍ରୀ ନବୀନ ପଟ୍ଟନାୟକ ଏହାର ଉଦ୍‌ଘାଟନ କରିବେ। ଏହି ଅବସରରେ ଅନେକ ମନ୍ତ୍ରୀ, ବିଧାୟକ ଓ ଉଚ୍ଚପଦସ୍ଥ ଅଧିକାରୀ ଉପସ୍ଥିତ ରହିବେ। ବନ୍ଦରର ପ୍ରଥମ ଜାହାଜ ଅଷ୍ଟ୍ରେଲିଆରୁ କୋଇଲା ନେଇ ପହଞ୍ଚିବ। [1134, 1524, 1492, 1610]
ad: ସୁବ୍ରତ ଫାଇନାନ୍ସ ସ୍ୱଳ୍ପ ସୁଧରେ ଋଣ, ଏହା ଗ୍ୟାରେଣ୍ଟି ଛଡ଼ା, Ganapati Capital. 08447374345, 08447374345. D-67806 [568, 1361, 752, 1418]
category-label: ASTROLOGY [394, 1982, 546, 2006]
rashi-name: ମେଷ: [1168, 125, 1194, 138]
ad: Residential plots at Balianta immediate possession, registration booking outright. Contact: 8895729926, 9438212367. D-64602 [184, 775, 368, 862]
rashi-name: ମିଥୁନ: [1168, 234, 1196, 247]
rashi-text: ଭାଗ୍ୟ ସାଥ ଦେବ। ଅଟକି ରହିଥିବା କାର୍ଯ୍ୟ ସମ୍ପୂର୍ଣ୍ଣ ହେବ। ଧାର୍ମିକ କାର୍ଯ୍ୟରେ ରୁଚି ବଢ଼ିବ। ଆୟର ନୂଆ ଉତ୍ସ ମିଳିବ। [1168, 449, 1487, 475]
page-number-masthead: ୪ ଧରିତ୍ରୀ [6, 7, 68, 25]
column-1-ads [6, 542, 174, 914]
cancer-icon: ♋ [1139, 281, 1165, 307]
astrology-image [378, 1822, 562, 2012]
ad: Hi-Tech Packers & Movers, countrywide services household/ car. 9438160148, 9437176600. D-68121 [378, 531, 562, 589]
ad: Modern Architectural vaastu planning, home-office Interiors, 3D Elevations, approval. 09437094534. D-57780 [184, 1116, 368, 1174]
rashi-name: କର୍କଟ: [1168, 281, 1196, 294]
ad: Swift 2010-4,20,000/-, Verna 2006-4,50,000/-, Qualis 2002-4,00,000/-, Tata Mobile 2003-1,10,000/-. Contact: 9437068052. D-68136 [6, 735, 174, 807]
rashi-name: ଧନୁ: [1168, 449, 1187, 462]
balloon-icon [785, 591, 801, 611]
rashi-entry [1139, 548, 1487, 582]
ad: Money Master Financial Services ଘର ଜମି ଉପରେ ୩% ସୁଧରେ ଋଣ। 09654563804, 09654563264, 08750167383. D-67811 [568, 1483, 752, 1541]
rashi-name: କୁମ୍ଭ: [1168, 516, 1197, 529]
balloon-icon [785, 1067, 801, 1087]
classified-title: CLASSIFIED [16, 258, 586, 347]
medical-cross-icon: + [515, 805, 549, 839]
to-let-image [184, 1258, 368, 1438]
child-photo [285, 53, 343, 127]
wish-name: ଶ୍ରୀୟା (ଶ୍ରୀ) [813, 677, 883, 691]
rashi-entry [1139, 232, 1487, 279]
story-2-body: ଭୁବନେଶ୍ୱର,୧୮।୧୨(ବ୍ୟୁରୋ)- ହାଓଡ଼ା-ପୁରୀ ଏକ୍ସପ୍ରେସ ଟ୍ରେନରେ ଯାତ୍ରା କରୁଥିବା ଜଣେ ଯାତ୍ରୀଙ୍କ କୋଳେରା ଯୋଗୁଁ ମୃତ୍ୟୁ ହୋଇଛି। ଟ୍ରେନ ଖୋର୍ଦ୍ଧା ରୋଡ ଷ୍ଟେସନରେ ପହଞ୍ଚିବା ପରେ ଯାତ୍ରୀଙ୍କ ଅବସ୍ଥା ଗୁରୁତର ହୋଇଥିଲା। ରେଳବାଇ କର୍ତ୍ତୃପକ୍ଷ ତାଙ୍କୁ ଡାକ୍ତରଖାନାକୁ ପଠାଇଥିଲେ, କିନ୍ତୁ ଡାକ୍ତର ତାଙ୍କୁ ମୃତ ଘୋଷଣା କରିଥିଲେ। ଅନ୍ୟ କେତେଜଣ ଯାତ୍ରୀ ମଧ୍ୟ ଅସୁସ୍ଥ ହୋଇଥିବା ଜଣାପଡ଼ିଛି। ସ୍ୱାସ୍ଥ୍ୟ ବିଭାଗ ଏନେଇ ସତର୍କତା ଅବଲମ୍ବନ କରିଛି। ରେଳବାଇ ପୋଲିସ ମାମଲା ରୁଜୁ କରି ତଦନ୍ତ କରୁଛି। [944, 1166, 1122, 1368]
capricorn-icon: ♑ [1139, 483, 1165, 509]
astrology-ads [378, 2016, 562, 2332]
rashi-entry [1139, 481, 1487, 515]
ad: 3bedroom 2100 sqft. well furnished house with geyser, A.C. in Shree Residency Complex, 3rd floor, flat No-301, Sailashree Vihar, Phase-7, Bhubaneswar is available on rent @ Rs.25,000/- per month. Contact: 9437042473, 9437775195. D-66060 [184, 1763, 368, 1893]
wish-message: ଶୁଭେଚ୍ଛା ସହ ପରିବାରବର୍ଗ, ଦାମାପାଟଣା, ଦାଦା, ମା ଓ ପରିବାର। D-67969 [773, 943, 923, 967]
ad: ଅଧିକ ଜାଣିବା ପାଇଁ ଯୋଗାଯୋଗ କରନ୍ତୁ, ଶୁଭ ଫଳ ନିଶ୍ଚିତ। 9853401215. D-67633 [378, 2184, 562, 2227]
packers-ad: Agarwal Packers & Movers Ltd. - No.1 in Relocation. For tension free shifting call Bhubaneswar- 9337023064, 6001500. D-67885 [184, 2190, 368, 2247]
ad: Residential plot at Janla 1200 sqft. 3,60,000/-, Sarua near Khurda (outright/ instalment) 9090494784, 9938568674, 06746410156. D-67935 [184, 592, 368, 664]
ad: ୩୦,୦୦୦/- ଟଙ୍କା ପର୍ଯ୍ୟନ୍ତ ରୋଜଗାର କରନ୍ତୁ ଘରେ ବସି କାମ କରି ମାସିକ ୧୫,୦୦୦/- ରୋଜଗାର। ୨୪ ଘଣ୍ଟା ସୁବିଧା ଫୋନ୍ 9437048854, 9238667661. D-66455 [378, 1659, 562, 1731]
category-label: AUTOMOBILE [16, 509, 164, 530]
ad: Agarwal Trans Packers Pvt. Ltd. Relocations of household/ Car Countrywide. 9338544486, 9178459044. D-67852 [378, 714, 562, 772]
wish-title: Birthday Wish [759, 289, 935, 310]
ad: Om Sai Finance ଜମି, ଘର, ଚାକିରୀ, ବ୍ୟବସାୟ ପାଇଁ ୨୫,୦୦,୦୦୦/- ପର୍ଯ୍ୟନ୍ତ ଋଣ ୧% ସୁଧ 09871186239, 09899043228. D-67887 [568, 1422, 752, 1479]
child-photo [375, 53, 433, 127]
